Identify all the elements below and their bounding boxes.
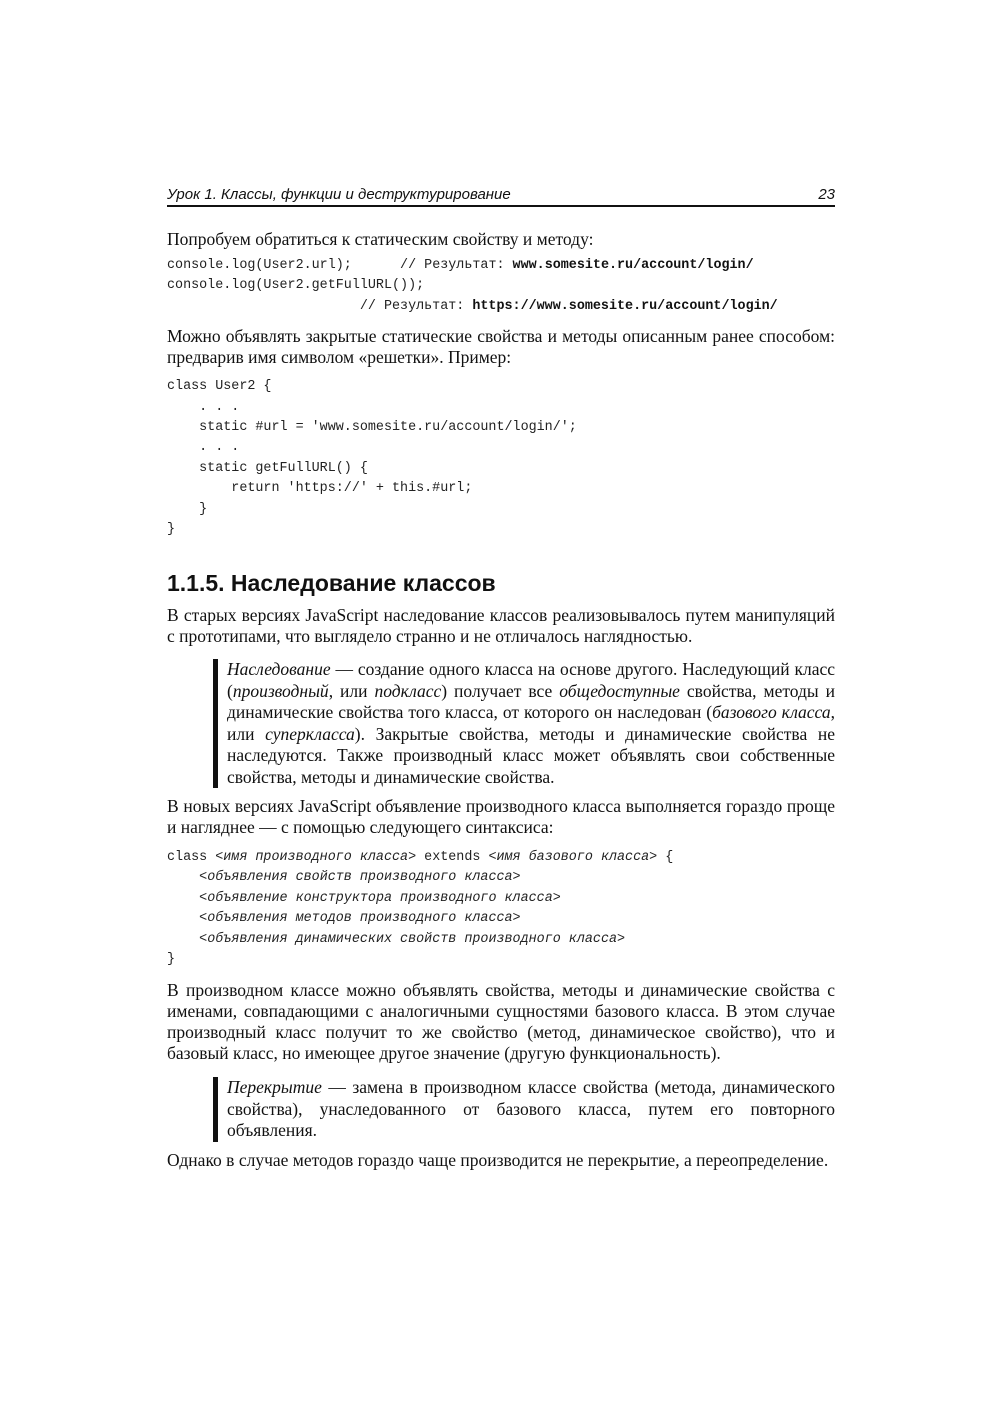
text-run: ) получает все bbox=[441, 680, 560, 701]
code-result: www.somesite.ru/account/login/ bbox=[512, 258, 754, 273]
italic-term: производный bbox=[232, 680, 329, 701]
code-placeholder: <объявления свойств производного класса> bbox=[199, 870, 521, 886]
page-number: 23 bbox=[818, 186, 835, 203]
code-comment: // Результат: bbox=[400, 258, 513, 273]
paragraph-old-inheritance: В старых версиях JavaScript наследование классов реализовывалось путем манипуляций с прототипами, что выглядело странно и не отличалось наглядностью. bbox=[167, 605, 835, 647]
code-brace: { bbox=[657, 849, 674, 865]
paragraph-override-intro: В производном классе можно объявлять свойства, методы и динамические свойства с именами, совпадающими с аналогичными сущностями базового класса. В этом случае производный класс получит то же свойство (метод, динамическое свойство), что и базовый класс, но имеющее другое значение (другую функциональность). bbox=[167, 980, 835, 1064]
code-block-static-access bbox=[167, 256, 835, 317]
code-keyword: class bbox=[167, 849, 216, 865]
code-placeholder: <объявление конструктора производного класса> bbox=[199, 890, 561, 906]
running-header bbox=[167, 186, 835, 207]
code-placeholder: <имя производного класса> bbox=[215, 849, 417, 865]
code-block-extends-syntax bbox=[167, 848, 835, 970]
code-line: console.log(User2.url); bbox=[167, 258, 401, 273]
text-run: , или bbox=[328, 680, 375, 701]
definition-term: Наследование bbox=[227, 659, 331, 680]
definition-text bbox=[227, 659, 835, 787]
code-indent bbox=[167, 932, 199, 947]
code-indent bbox=[167, 891, 199, 906]
code-line: console.log(User2.getFullURL()); bbox=[167, 278, 425, 294]
definition-text bbox=[227, 1077, 835, 1141]
italic-term: суперкласса bbox=[265, 723, 355, 744]
paragraph-new-syntax: В новых версиях JavaScript объявление производного класса выполняется гораздо проще и нагляднее — с помощью следующего синтаксиса: bbox=[167, 795, 835, 837]
definition-term: Перекрытие bbox=[227, 1077, 322, 1098]
text-run: , или bbox=[227, 702, 835, 744]
code-placeholder: <объявления методов производного класса> bbox=[199, 911, 521, 927]
code-indent bbox=[167, 911, 199, 926]
paragraph-intro: Попробуем обратиться к статическим свойству и методу: bbox=[167, 229, 594, 249]
italic-term: подкласс bbox=[374, 680, 442, 701]
code-keyword: extends bbox=[416, 849, 489, 865]
paragraph-redefinition: Однако в случае методов гораздо чаще производится не перекрытие, а переопределение. bbox=[167, 1149, 829, 1170]
code-indent bbox=[167, 870, 199, 885]
code-comment: // Результат: bbox=[359, 298, 473, 314]
code-block-private-static: class User2 { . . . static #url = 'www.somesite.ru/account/login/'; . . . static getFullURL() { return 'https://' + this.#url; } } bbox=[167, 379, 577, 538]
text-run: — замена в производном классе свойства (метода, динамического свойства), унаследованного от базового класса, путем его повторного объявления. bbox=[227, 1077, 835, 1141]
section-heading: 1.1.5. Наследование классов bbox=[167, 570, 496, 597]
text-run: свойства, методы и динамические свойства того класса, от которого он наследован ( bbox=[227, 680, 835, 723]
paragraph-private-static: Можно объявлять закрытые статические свойства и методы описанным ранее способом: предварив имя символом «решетки». Пример: bbox=[167, 326, 835, 368]
code-placeholder: <объявления динамических свойств производного класса> bbox=[199, 931, 626, 947]
text-run: ). Закрытые свойства, методы и динамические свойства не наследуются. Также производный класс может объявлять свои собственные свойства, методы и динамические свойства. bbox=[227, 723, 836, 787]
italic-term: общедоступные bbox=[559, 680, 680, 701]
code-result: https://www.somesite.ru/account/login/ bbox=[472, 298, 778, 314]
definition-override bbox=[213, 1077, 835, 1141]
italic-term: базового класса bbox=[712, 702, 831, 723]
definition-inheritance bbox=[213, 659, 835, 787]
page bbox=[167, 186, 835, 1171]
text-run: — создание одного класса на основе другого. Наследующий класс ( bbox=[227, 659, 835, 701]
code-indent bbox=[167, 299, 360, 314]
code-brace: } bbox=[167, 951, 176, 967]
chapter-title: Урок 1. Классы, функции и деструктурирование bbox=[167, 186, 511, 203]
code-placeholder: <имя базового класса> bbox=[488, 849, 658, 865]
